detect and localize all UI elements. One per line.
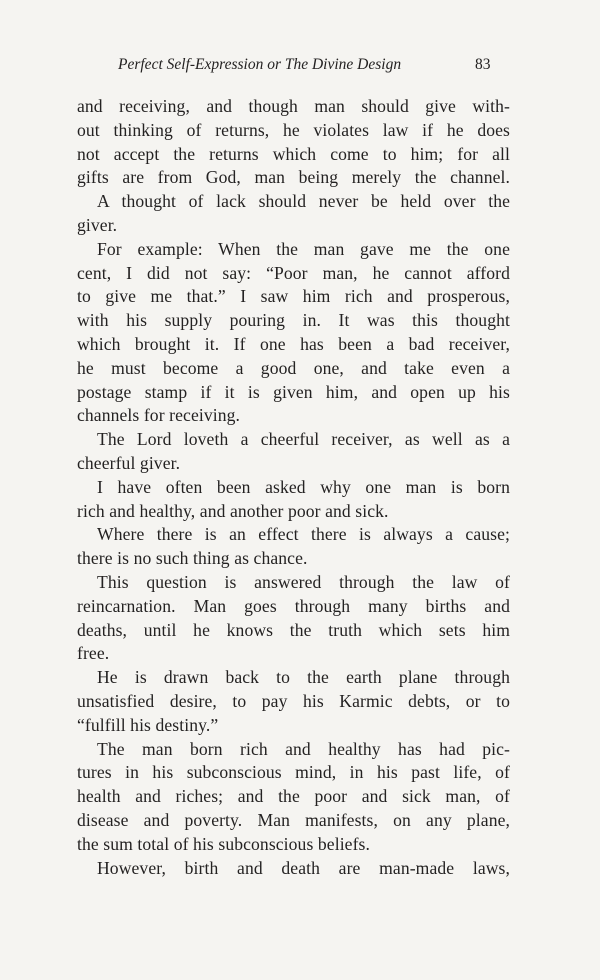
paragraph bbox=[77, 571, 510, 666]
paragraph bbox=[77, 857, 510, 881]
paragraph bbox=[77, 190, 510, 238]
paragraph bbox=[77, 523, 510, 571]
paragraph bbox=[77, 238, 510, 428]
body-text bbox=[77, 95, 510, 880]
text-line: postage stamp if it is given him, and open up his bbox=[77, 381, 510, 402]
text-line: I have often been asked why one man is born bbox=[97, 476, 510, 497]
text-line: he must become a good one, and take even a bbox=[77, 357, 510, 378]
text-line: channels for receiving. bbox=[77, 405, 241, 426]
text-line: the sum total of his subconscious beliefs. bbox=[77, 833, 370, 854]
text-line: rich and healthy, and another poor and sick. bbox=[77, 500, 389, 521]
text-line: out thinking of returns, he violates law if he does bbox=[77, 119, 510, 140]
text-line: and receiving, and though man should give with- bbox=[77, 96, 510, 116]
text-line: there is no such thing as chance. bbox=[77, 548, 308, 569]
text-line: not accept the returns which come to him; for all bbox=[77, 143, 510, 164]
text-line: tures in his subconscious mind, in his past life, of bbox=[77, 762, 510, 783]
text-line: which brought it. If one has been a bad receiver, bbox=[77, 333, 510, 354]
text-line: to give me that.” I saw him rich and prosperous, bbox=[77, 286, 510, 307]
text-line: Where there is an effect there is always a cause; bbox=[97, 524, 510, 545]
text-line: For example: When the man gave me the one bbox=[97, 238, 510, 259]
text-line: cheerful giver. bbox=[77, 452, 181, 473]
text-line: The man born rich and healthy has had pic- bbox=[97, 738, 510, 759]
page-number: 83 bbox=[475, 56, 491, 73]
paragraph bbox=[77, 428, 510, 476]
text-line: giver. bbox=[77, 214, 118, 235]
text-line: unsatisfied desire, to pay his Karmic debts, or to bbox=[77, 690, 510, 711]
text-line: gifts are from God, man being merely the channel. bbox=[77, 167, 510, 188]
text-line: The Lord loveth a cheerful receiver, as well as a bbox=[97, 429, 510, 450]
paragraph bbox=[77, 666, 510, 737]
text-line: “fulfill his destiny.” bbox=[77, 714, 219, 735]
running-title: Perfect Self-Expression or The Divine Design bbox=[118, 56, 402, 73]
text-line: free. bbox=[77, 643, 110, 664]
text-line: A thought of lack should never be held over the bbox=[97, 191, 510, 212]
text-line: He is drawn back to the earth plane through bbox=[97, 667, 510, 688]
text-line: However, birth and death are man-made laws, bbox=[97, 857, 510, 878]
text-line: This question is answered through the law of bbox=[97, 571, 510, 592]
text-line: cent, I did not say: “Poor man, he cannot afford bbox=[77, 262, 510, 283]
running-header bbox=[118, 56, 503, 80]
text-line: health and riches; and the poor and sick man, of bbox=[77, 786, 510, 807]
text-line: with his supply pouring in. It was this thought bbox=[77, 310, 510, 331]
text-line: disease and poverty. Man manifests, on any plane, bbox=[77, 809, 510, 830]
paragraph bbox=[77, 95, 510, 190]
text-line: deaths, until he knows the truth which sets him bbox=[77, 619, 510, 640]
text-line: reincarnation. Man goes through many births and bbox=[77, 595, 510, 616]
paragraph bbox=[77, 476, 510, 524]
paragraph bbox=[77, 738, 510, 857]
